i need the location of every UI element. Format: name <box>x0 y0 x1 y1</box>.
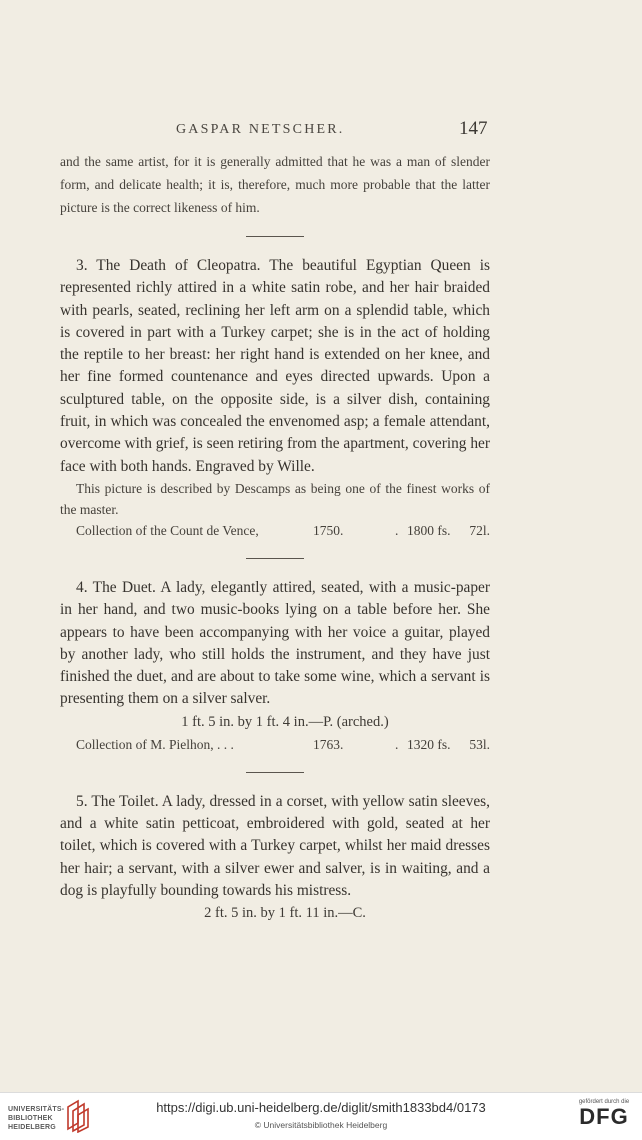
entry-5-dimensions: 2 ft. 5 in. by 1 ft. 11 in.—C. <box>204 905 366 922</box>
collection-separator: . <box>395 736 399 752</box>
entry-4-dimensions: 1 ft. 5 in. by 1 ft. 4 in.—P. (arched.) <box>181 713 389 730</box>
funding-text: gefördert durch die <box>578 1099 630 1105</box>
funding-block[interactable] <box>574 1099 634 1129</box>
entry-3-note: This picture is described by Descamps as being one of the finest works of the master. <box>60 480 490 517</box>
entry-3-collection <box>60 520 490 541</box>
collection-pounds: 53l. <box>469 736 490 752</box>
page-header <box>0 118 642 142</box>
collection-name: Collection of M. Pielhon, . . . <box>76 736 234 752</box>
text-block <box>60 150 490 925</box>
collection-name: Collection of the Count de Vence, <box>76 522 259 538</box>
entry-4-description: 4. The Duet. A lady, elegantly attired, seated, with a music-paper in her hand, and two music-books lying on a table before her. She appears to have been accompanying with her voice a guitar, played by another lady, who still holds the instrument, and they have just finished the duet, and are about to take some wine, which a servant is presenting them on a silver salver. <box>60 578 490 708</box>
running-head: GASPAR NETSCHER. <box>176 122 345 137</box>
institution-line-1: UNIVERSITÄTS- <box>8 1106 65 1113</box>
permalink-url[interactable]: https://digi.ub.uni-heidelberg.de/diglit/smith1833bd4/0173 <box>156 1100 486 1115</box>
institution-line-3: HEIDELBERG <box>8 1124 56 1131</box>
collection-pounds: 72l. <box>469 522 490 538</box>
collection-year: 1763. <box>313 736 344 752</box>
section-divider <box>246 558 304 559</box>
entry-3-description: 3. The Death of Cleopatra. The beautiful Egyptian Queen is represented richly attired in a white satin robe, and her hair braided with pearls, seated, reclining her left arm on a splendid table, which is covered in part with a Turkey carpet; she is in the act of holding the reptile to her breast: her right hand is extended on her knee, and her fine formed countenance and eyes directed upwards. Upon a sculptured table, on the opposite side, is a silver dish, containing fruit, in which was concealed the envenomed asp; a female attendant, overcome with grief, is seen retiring from the apartment, covering her face with both hands. Engraved by Wille. <box>60 257 490 475</box>
collection-separator: . <box>395 522 399 538</box>
section-divider <box>246 236 304 237</box>
copyright-notice: © Universitätsbibliothek Heidelberg <box>254 1120 388 1130</box>
viewer-footer <box>0 1092 642 1140</box>
entry-4-collection <box>60 734 490 755</box>
entry-5-description: 5. The Toilet. A lady, dressed in a corset, with yellow satin sleeves, and a white satin petticoat, embroidered with gold, seated at her toilet, which is covered with a Turkey carpet, whilst her maid dresses her hair; a servant, with a silver ewer and salver, is in waiting, and a dog is playfully bounding towards his mistress. <box>60 792 490 899</box>
page-number: 147 <box>459 118 488 139</box>
dfg-logo-icon: DFG <box>579 1104 629 1129</box>
institution-line-2: BIBLIOTHEK <box>8 1115 53 1122</box>
intro-paragraph: and the same artist, for it is generally admitted that he was a man of slender form, and delicate health; it is, therefore, much more probable that the latter picture is the correct likeness of him. <box>60 154 490 215</box>
section-divider <box>246 772 304 773</box>
collection-price: 1800 fs. <box>407 522 451 538</box>
collection-year: 1750. <box>313 522 344 538</box>
collection-price: 1320 fs. <box>407 736 451 752</box>
